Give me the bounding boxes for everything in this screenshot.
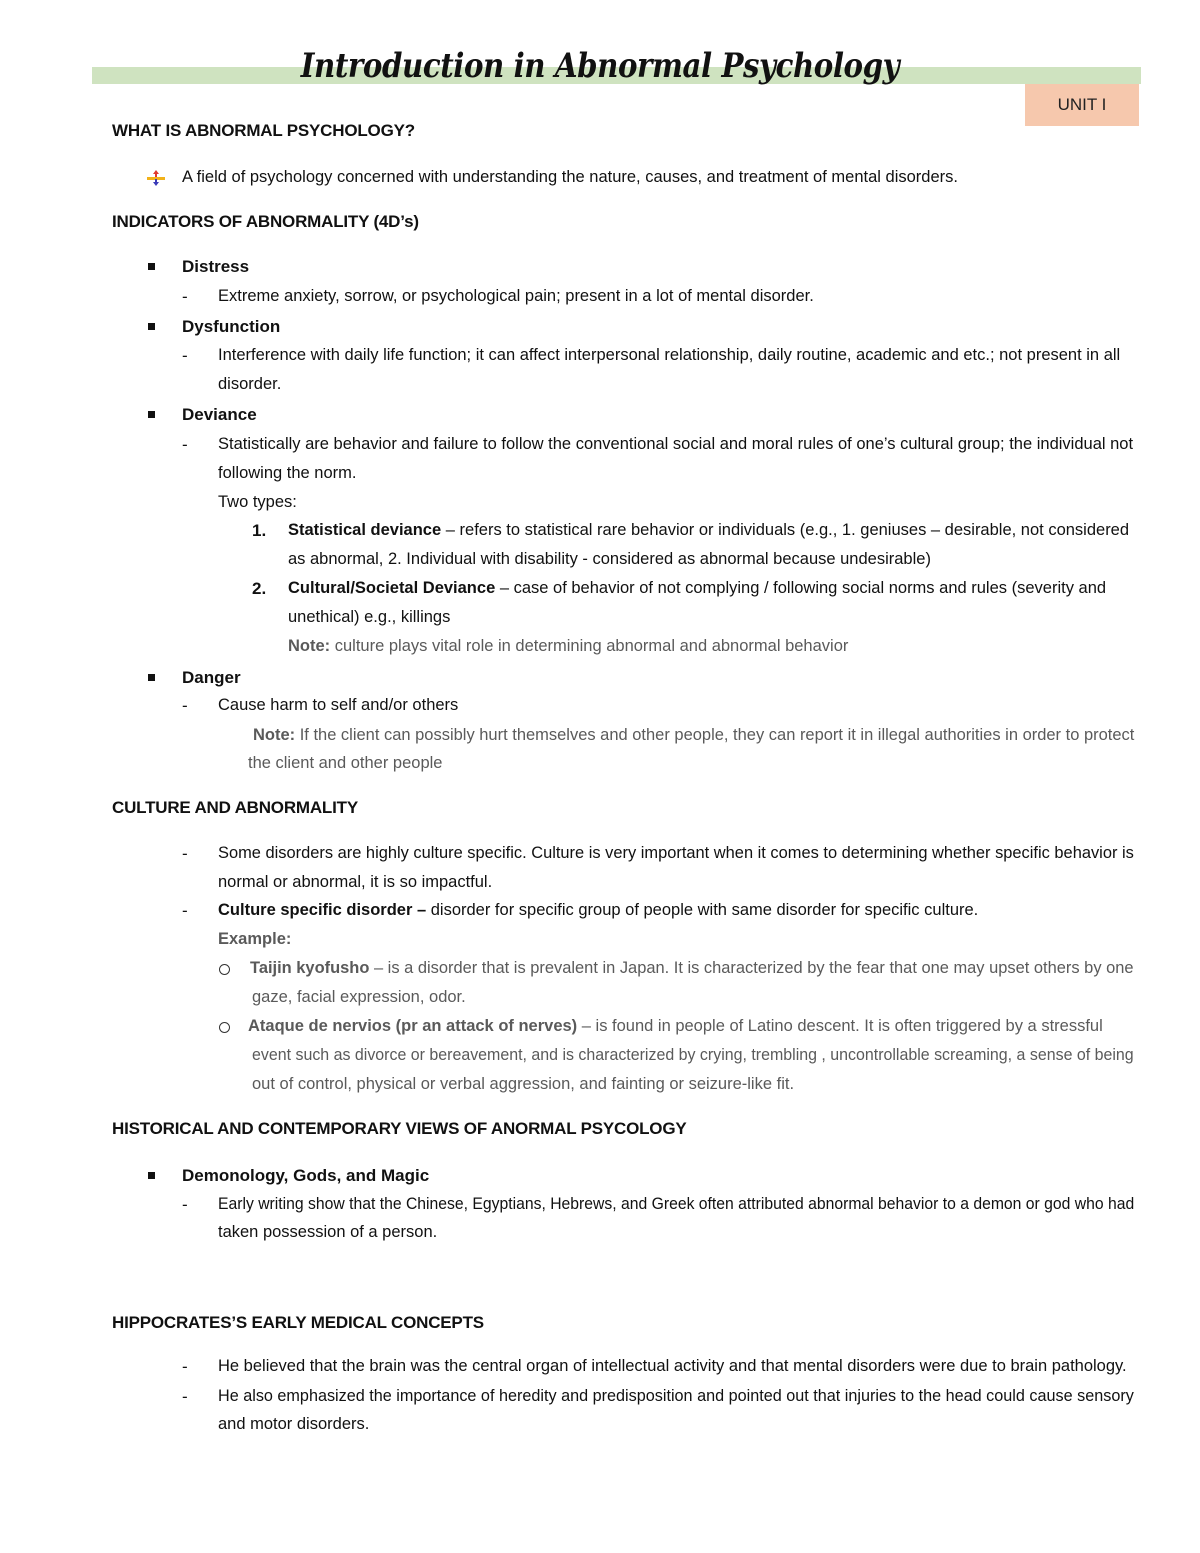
dash-marker: - [182,696,188,715]
type1-label: Statistical deviance [288,521,442,539]
type1-number: 1. [252,521,267,540]
danger-note-line2: the client and other people [248,754,443,772]
square-bullet-icon [148,263,155,270]
type1-text: – refers to statistical rare behavior or individuals (e.g., 1. geniuses – desirable, not considered [441,521,1130,539]
type1-line1 [288,521,1129,540]
hippocrates-point2-line2: and motor disorders. [218,1415,370,1433]
dash-marker: - [182,844,188,863]
square-bullet-icon [148,411,155,418]
example-label: Example: [218,930,292,948]
type2-label: Cultural/Societal Deviance [288,579,496,597]
section-heading-what-is: WHAT IS ABNORMAL PSYCHOLOGY? [112,121,415,140]
danger-label: Danger [182,668,241,687]
dash-marker: - [182,287,188,306]
deviance-desc-line1: Statistically are behavior and failure to follow the conventional social and moral rules of one’s cultural group; the individual not [218,435,1134,453]
section-heading-historical: HISTORICAL AND CONTEMPORARY VIEWS OF ANORMAL PSYCOLOGY [112,1119,687,1138]
deviance-label: Deviance [182,405,257,424]
dysfunction-desc-line1: Interference with daily life function; it can affect interpersonal relationship, daily routine, academic and etc.; not present in all [218,346,1121,364]
dysfunction-desc-line2: disorder. [218,375,282,393]
example1-text: – is a disorder that is prevalent in Japan. It is characterized by the fear that one may upset others by one [369,959,1134,977]
note-text: If the client can possibly hurt themselves and other people, they can report it in illegal authorities in order to protect [295,726,1135,744]
dash-marker: - [182,901,188,920]
example1-label: Taijin kyofusho [250,959,370,977]
example2-line3: out of control, physical or verbal aggression, and fainting or seizure-like fit. [252,1075,795,1093]
culture-para1-line2: normal or abnormal, it is so impactful. [218,873,493,891]
deviance-desc-line2: following the norm. [218,464,357,482]
example2-line1 [248,1017,1103,1036]
type2-text: – case of behavior of not complying / following social norms and rules (severity and [495,579,1107,597]
definition-text: A field of psychology concerned with understanding the nature, causes, and treatment of mental disorders. [182,168,958,186]
dash-marker: - [182,435,188,454]
note-label: Note: [288,637,331,655]
square-bullet-icon [148,674,155,681]
distress-desc: Extreme anxiety, sorrow, or psychological pain; present in a lot of mental disorder. [218,287,814,305]
csd-text: disorder for specific group of people with same disorder for specific culture. [426,901,979,919]
danger-desc: Cause harm to self and/or others [218,696,459,714]
dash-marker: - [182,1357,188,1376]
square-bullet-icon [148,323,155,330]
section-heading-culture: CULTURE AND ABNORMALITY [112,798,358,817]
note-text: culture plays vital role in determining abnormal and abnormal behavior [330,637,849,655]
demonology-desc-line1: Early writing show that the Chinese, Egyptians, Hebrews, and Greek often attributed abnormal behavior to a demon or god who had [218,1195,1135,1213]
hippocrates-point2-line1: He also emphasized the importance of heredity and predisposition and pointed out that injuries to the head could cause sensory [218,1387,1134,1405]
distress-label: Distress [182,257,250,276]
note-label: Note: [253,726,296,744]
type2-line1 [288,579,1106,598]
example1-line1 [250,959,1134,978]
demonology-desc-line2: taken possession of a person. [218,1223,438,1241]
circle-bullet-icon [219,1022,230,1033]
deviance-note [288,637,848,656]
dash-marker: - [182,346,188,365]
dash-marker: - [182,1195,188,1214]
circle-bullet-icon [219,964,230,975]
section-heading-hippocrates: HIPPOCRATES’S EARLY MEDICAL CONCEPTS [112,1313,484,1332]
demonology-label: Demonology, Gods, and Magic [182,1166,430,1185]
culture-specific-disorder [218,901,978,920]
square-bullet-icon [148,1172,155,1179]
plus-arrow-icon [146,168,166,188]
dash-marker: - [182,1387,188,1406]
two-types-label: Two types: [218,493,297,511]
dysfunction-label: Dysfunction [182,317,281,336]
type1-line2: as abnormal, 2. Individual with disability - considered as abnormal because undesirable) [288,550,931,568]
page-title: Introduction in Abnormal Psychology [300,46,900,86]
hippocrates-point1: He believed that the brain was the central organ of intellectual activity and that mental disorders were due to brain pathology. [218,1357,1127,1375]
unit-badge: UNIT I [1025,84,1139,126]
example1-line2: gaze, facial expression, odor. [252,988,466,1006]
danger-note-line1 [253,726,1134,745]
type2-line2: unethical) e.g., killings [288,608,451,626]
type2-number: 2. [252,579,267,598]
example2-text: – is found in people of Latino descent. It is often triggered by a stressful [577,1017,1103,1035]
csd-label: Culture specific disorder – [218,901,427,919]
section-heading-indicators: INDICATORS OF ABNORMALITY (4D’s) [112,212,419,231]
example2-label: Ataque de nervios (pr an attack of nerves) [248,1017,578,1035]
culture-para1-line1: Some disorders are highly culture specific. Culture is very important when it comes to determining whether specific behavior is [218,844,1134,862]
example2-line2: event such as divorce or bereavement, and is characterized by crying, trembling , uncontrollable screaming, a sense of being [252,1046,1134,1064]
